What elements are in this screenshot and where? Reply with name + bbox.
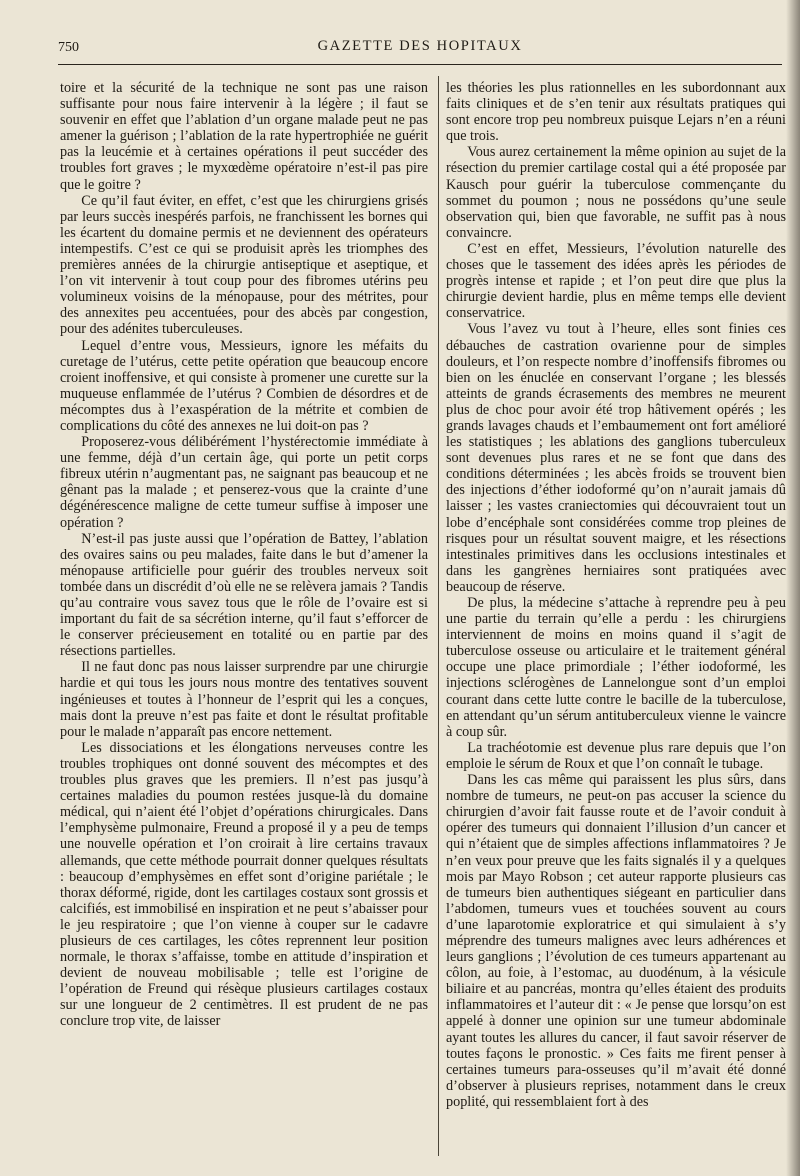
running-title: GAZETTE DES HOPITAUX xyxy=(317,38,523,54)
column-divider xyxy=(438,76,439,1156)
paragraph: Vous aurez certainement la même opinion au sujet de la résection du premier cartilage costal qui a été proposée par Kausch pour guérir la tuberculose commençante du sommet du poumon ; nous ne possédons qu’une seule observation qui, bien que favorable, ne suffit pas à nous convaincre. xyxy=(446,144,786,241)
page-edge-shadow xyxy=(786,0,800,1176)
paragraph: Vous l’avez vu tout à l’heure, elles sont finies ces débauches de castration ovarienne pour de simples douleurs, et l’on respecte nombre d’inoffensifs fibromes ou bien on les énuclée en conservant l’organe ; les blessés atteints de grands écrasements des membres ne meurent plus de choc pour avoir été trop hâtivement opérés ; les grands lavages chauds et l’embaumement ont fort amélioré les statistiques ; les ablations des ganglions tuberculeux sont devenues plus rares et ne se font que dans des conditions déterminées ; les abcès froids se trouvent bien des injections d’éther iodoformé qu’on n’aurait jamais dû laisser ; les vastes craniectomies qui découvraient tout un lobe d’encéphale sont considérées comme trop pleines de risques pour un résultat souvent maigre, et les résections intestinales primitives dans les occlusions intestinales et dans les gangrènes herniaires sont pratiquées avec beaucoup de réserve. xyxy=(446,321,786,595)
left-column xyxy=(60,80,428,1160)
page-header xyxy=(58,36,782,62)
paragraph: C’est en effet, Messieurs, l’évolution naturelle des choses que le tassement des idées après les périodes de progrès intense et rapide ; et l’on peut dire que plus la chirurgie devient hardie, plus en même temps elle devient conservatrice. xyxy=(446,240,786,322)
header-rule xyxy=(58,64,782,65)
right-column xyxy=(446,80,786,1160)
page-number: 750 xyxy=(58,40,79,55)
paragraph: Proposerez-vous délibérément l’hystérectomie immédiate à une femme, déjà d’un certain âge, qui porte un petit corps fibreux utérin n’augmentant pas, ne saignant pas beaucoup et ne gênant pas la malade ; et penserez-vous que la crainte d’une dégénérescence maligne de cette tumeur suffise à imposer une opération ? xyxy=(60,434,428,531)
paragraph: Les dissociations et les élongations nerveuses contre les troubles trophiques ont donné souvent des mécomptes et des troubles plus graves que les premiers. Il n’est pas jusqu’à certaines maladies du poumon restées jusque-là du domaine médical, qui n’aient été l’objet d’opérations chirurgicales. Dans l’emphysème pulmonaire, Freund a proposé il y a peu de temps une nouvelle opération et l’on croirait à lire certains travaux allemands, que cette méthode pourrait donner quelques résultats : beaucoup d’emphysèmes en effet sont d’origine pariétale ; le thorax déformé, rigide, dont les cartilages costaux sont grossis et calcifiés, est immobilisé en inspiration et ne peut s’abaisser pour le jeu respiratoire ; que l’on vienne à couper sur le cadavre plusieurs de ces cartilages, les côtes reprennent leur position normale, le thorax s’affaisse, tombe en attitude d’inspiration et devient de nouveau mobilisable ; telle est l’origine de l’opération de Freund qui résèque plusieurs cartilages costaux sur une longueur de 2 centimètres. Il est prudent de ne pas conclure trop vite, de laisser xyxy=(60,739,428,1030)
paragraph: Il ne faut donc pas nous laisser surprendre par une chirurgie hardie et qui tous les jours nous montre des tentatives souvent ingénieuses et toutes à l’honneur de l’esprit qui les a conçues, mais dont la preuve n’est pas faite et dont le résultat profitable pour le malade n’apparaît pas encore nettement. xyxy=(60,659,428,740)
paragraph: Dans les cas même qui paraissent les plus sûrs, dans nombre de tumeurs, ne peut-on pas accuser la science du chirurgien d’avoir fait fausse route et de l’avoir conduit à opérer des tumeurs qui donnaient l’illusion d’un cancer et qui n’étaient que de simples affections inflammatoires ? Je n’en veux pour preuve que les faits signalés il y a quelques mois par Mayo Robson ; cet auteur rapporte plusieurs cas de tumeurs bien authentiques siégeant en particulier dans l’abdomen, tumeurs vues et touchées souvent au cours d’une laparotomie exploratrice et qui simulaient à s’y méprendre des tumeurs malignes avec leurs adhérences et leurs ganglions ; l’évolution de ces tumeurs appartenant au côlon, au foie, à l’estomac, au duodénum, à la vésicule biliaire et au pancréas, montra qu’elles étaient des produits inflammatoires et l’auteur dit : « Je pense que lorsqu’on est appelé à donner une opinion sur une tumeur abdominale ayant toutes les allures du cancer, il faut savoir réserver de toutes façons le pronostic. » Ces faits me firent penser à certaines tumeurs para-osseuses qu’il m’avait été donné d’observer à plusieurs reprises, notamment dans le creux poplité, qui ressemblaient fort à des xyxy=(446,772,786,1110)
paragraph: Ce qu’il faut éviter, en effet, c’est que les chirurgiens grisés par leurs succès inespérés parfois, ne franchissent les bornes qui les écartent du domaine permis et ne deviennent des opérateurs intempestifs. C’est ce qui se produisit après les triomphes des premières années de la chirurgie antiseptique et aseptique, et l’on vit intervenir à tout coup pour des fibromes utérins peu volumineux voisins de la ménopause, pour des métrites, pour des annexites peu accentuées, pour des abcès par congestion, pour des adénites tuberculeuses. xyxy=(60,192,428,338)
paragraph: toire et la sécurité de la technique ne sont pas une raison suffisante pour nous faire intervenir à la légère ; il faut se souvenir en effet que l’ablation d’un organe malade peut ne pas amener la guérison ; l’ablation de la rate hypertrophiée ne guérit pas la leucémie et à certaines opérations il peut succéder des troubles fort graves ; le myxœdème opératoire n’est-il pas pire que le goitre ? xyxy=(60,80,428,193)
paragraph: De plus, la médecine s’attache à reprendre peu à peu une partie du terrain qu’elle a perdu : les chirurgiens interviennent de moins en moins quand il s’agit de tuberculose osseuse ou articulaire et le traitement général occupe une place primordiale ; l’éther iodoformé, les injections sclérogènes de Lannelongue sont d’un emploi courant dans cette lutte contre le bacille de la tuberculose, en attendant qu’un sérum antituberculeux vienne le vaincre à coup sûr. xyxy=(446,595,786,740)
paragraph: La trachéotomie est devenue plus rare depuis que l’on emploie le sérum de Roux et que l’on connaît le tubage. xyxy=(446,739,786,772)
paragraph: les théories les plus rationnelles en les subordonnant aux faits cliniques et de s’en tenir aux résultats pratiques qui sont encore trop peu nombreux puisque Lejars n’en a réuni que trois. xyxy=(446,80,786,145)
paragraph: N’est-il pas juste aussi que l’opération de Battey, l’ablation des ovaires sains ou peu malades, faite dans le but d’amener la ménopause artificielle pour guérir des troubles nerveux soit tombée dans un discrédit d’où elle ne se relèvera jamais ? Tandis qu’au contraire vous savez tous que le rôle de l’ovaire est si important du fait de sa sécrétion interne, qu’il faut s’efforcer de le conserver précieusement en totalité ou en partie par des résections partielles. xyxy=(60,530,428,660)
paragraph: Lequel d’entre vous, Messieurs, ignore les méfaits du curetage de l’utérus, cette petite opération que beaucoup encore croient inoffensive, et qui consiste à promener une curette sur la muqueuse enflammée de l’utérus ? Combien de désordres et de mécomptes dus à l’exaspération de la métrite et combien de complications du côté des annexes ne lui doit-on pas ? xyxy=(60,337,428,434)
